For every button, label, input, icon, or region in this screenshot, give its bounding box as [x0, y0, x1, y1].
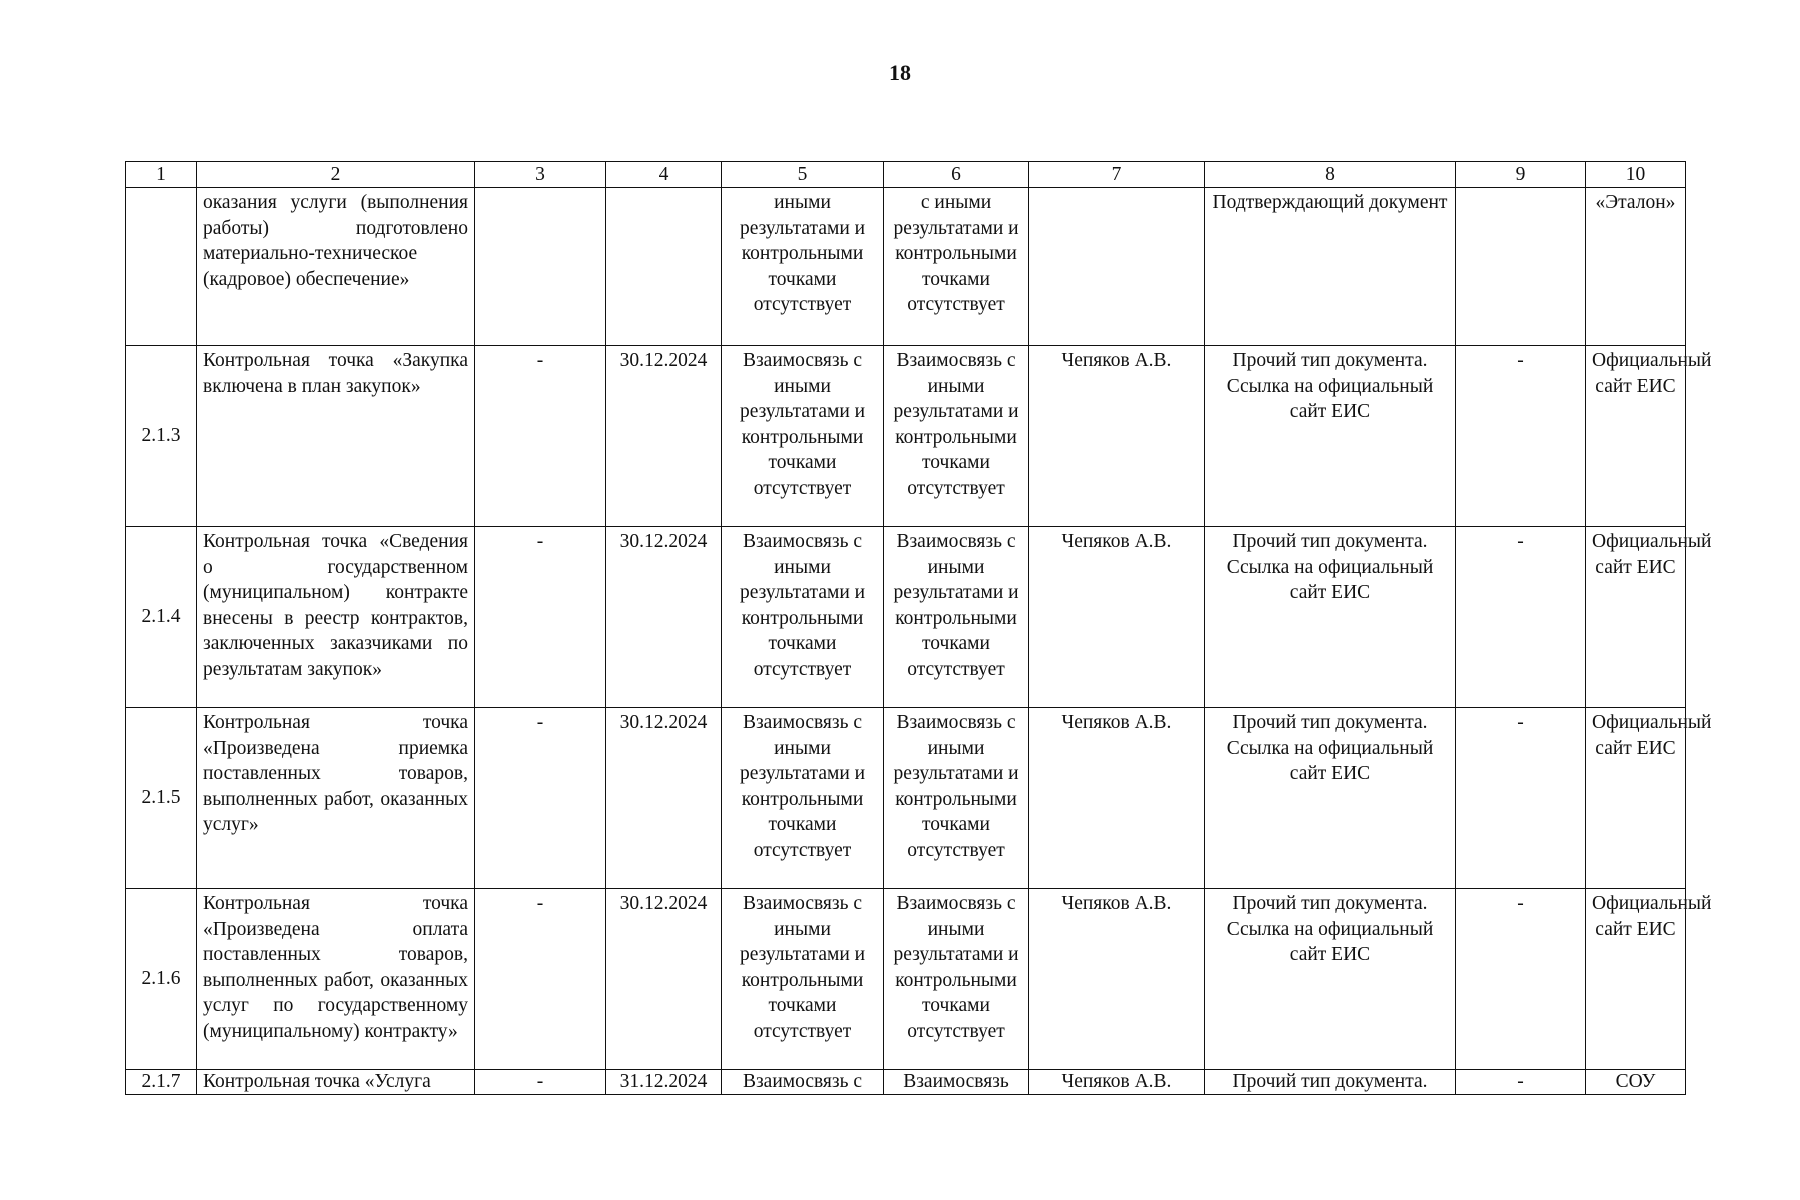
row-number: 2.1.6 — [126, 889, 197, 1070]
info-system: «Эталон» — [1586, 188, 1686, 346]
responsible-person: Чепяков А.В. — [1029, 346, 1205, 527]
control-point-name: Контрольная точка «Произведена приемка поставленных товаров, выполненных работ, оказанных услуг» — [197, 708, 475, 889]
relation-results: Взаимосвязь с иными результатами и контрольными точками отсутствует — [722, 889, 884, 1070]
due-date: 30.12.2024 — [606, 708, 722, 889]
info-system: Официальный сайт ЕИС — [1586, 708, 1686, 889]
due-date: 30.12.2024 — [606, 527, 722, 708]
relation-points: Взаимосвязь с иными результатами и контрольными точками отсутствует — [884, 708, 1029, 889]
relation-results: Взаимосвязь с — [722, 1070, 884, 1095]
col3-value: - — [475, 346, 606, 527]
relation-points: Взаимосвязь — [884, 1070, 1029, 1095]
info-system: Официальный сайт ЕИС — [1586, 346, 1686, 527]
relation-results: иными результатами и контрольными точками отсутствует — [722, 188, 884, 346]
document-type: Прочий тип документа. — [1205, 1070, 1456, 1095]
relation-points: Взаимосвязь с иными результатами и контрольными точками отсутствует — [884, 527, 1029, 708]
table-row — [126, 346, 1686, 527]
control-point-name: оказания услуги (выполнения работы) подготовлено материально-техническое (кадровое) обеспечение» — [197, 188, 475, 346]
due-date: 30.12.2024 — [606, 346, 722, 527]
header-cell: 2 — [197, 162, 475, 188]
header-cell: 5 — [722, 162, 884, 188]
col9-value: - — [1456, 527, 1586, 708]
info-system: Официальный сайт ЕИС — [1586, 889, 1686, 1070]
header-cell: 4 — [606, 162, 722, 188]
control-point-name: Контрольная точка «Сведения о государственном (муниципальном) контракте внесены в реестр контрактов, заключенных заказчиками по результатам закупок» — [197, 527, 475, 708]
control-point-name: Контрольная точка «Произведена оплата поставленных товаров, выполненных работ, оказанных услуг по государственному (муниципальному) контракту» — [197, 889, 475, 1070]
control-point-name: Контрольная точка «Услуга — [197, 1070, 475, 1095]
document-type: Прочий тип документа. Ссылка на официальный сайт ЕИС — [1205, 708, 1456, 889]
due-date — [606, 188, 722, 346]
page-number: 18 — [889, 60, 911, 85]
header-cell: 6 — [884, 162, 1029, 188]
control-point-name: Контрольная точка «Закупка включена в план закупок» — [197, 346, 475, 527]
responsible-person: Чепяков А.В. — [1029, 527, 1205, 708]
col3-value: - — [475, 708, 606, 889]
row-number — [126, 188, 197, 346]
relation-points: Взаимосвязь с иными результатами и контрольными точками отсутствует — [884, 346, 1029, 527]
document-type: Подтверждающий документ — [1205, 188, 1456, 346]
col9-value: - — [1456, 346, 1586, 527]
row-number: 2.1.3 — [126, 346, 197, 527]
table-header-row — [126, 162, 1686, 188]
row-number: 2.1.7 — [126, 1070, 197, 1095]
header-cell: 7 — [1029, 162, 1205, 188]
responsible-person — [1029, 188, 1205, 346]
col9-value — [1456, 188, 1586, 346]
row-number: 2.1.4 — [126, 527, 197, 708]
info-system: Официальный сайт ЕИС — [1586, 527, 1686, 708]
table-row — [126, 1070, 1686, 1095]
table-row — [126, 889, 1686, 1070]
col3-value: - — [475, 889, 606, 1070]
relation-results: Взаимосвязь с иными результатами и контрольными точками отсутствует — [722, 346, 884, 527]
plan-table — [125, 161, 1712, 1095]
table-row — [126, 708, 1686, 889]
header-cell: 3 — [475, 162, 606, 188]
relation-points: с иными результатами и контрольными точками отсутствует — [884, 188, 1029, 346]
header-cell: 1 — [126, 162, 197, 188]
info-system: СОУ — [1586, 1070, 1686, 1095]
table-row — [126, 188, 1686, 346]
document-type: Прочий тип документа. Ссылка на официальный сайт ЕИС — [1205, 889, 1456, 1070]
responsible-person: Чепяков А.В. — [1029, 708, 1205, 889]
due-date: 30.12.2024 — [606, 889, 722, 1070]
header-cell: 9 — [1456, 162, 1586, 188]
col3-value: - — [475, 527, 606, 708]
relation-results: Взаимосвязь с иными результатами и контрольными точками отсутствует — [722, 708, 884, 889]
table-row — [126, 527, 1686, 708]
document-type: Прочий тип документа. Ссылка на официальный сайт ЕИС — [1205, 527, 1456, 708]
relation-results: Взаимосвязь с иными результатами и контрольными точками отсутствует — [722, 527, 884, 708]
col9-value: - — [1456, 889, 1586, 1070]
responsible-person: Чепяков А.В. — [1029, 1070, 1205, 1095]
header-cell: 10 — [1586, 162, 1686, 188]
row-number: 2.1.5 — [126, 708, 197, 889]
header-cell: 8 — [1205, 162, 1456, 188]
col9-value: - — [1456, 1070, 1586, 1095]
responsible-person: Чепяков А.В. — [1029, 889, 1205, 1070]
col9-value: - — [1456, 708, 1586, 889]
due-date: 31.12.2024 — [606, 1070, 722, 1095]
relation-points: Взаимосвязь с иными результатами и контрольными точками отсутствует — [884, 889, 1029, 1070]
document-type: Прочий тип документа. Ссылка на официальный сайт ЕИС — [1205, 346, 1456, 527]
col3-value: - — [475, 1070, 606, 1095]
col3-value — [475, 188, 606, 346]
